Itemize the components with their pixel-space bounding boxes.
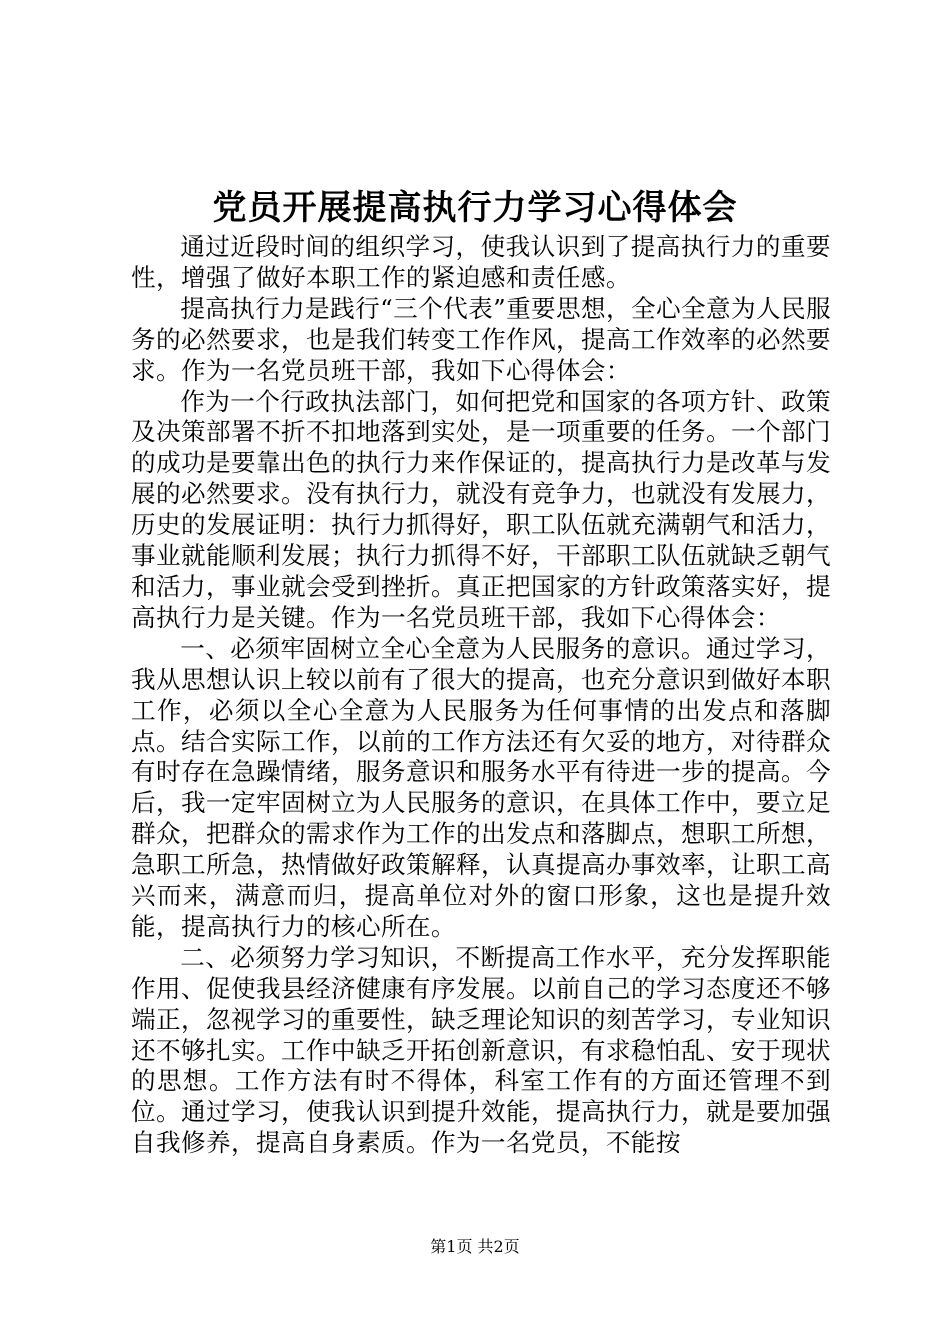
page-number-footer: 第1页 共2页 (430, 1237, 520, 1256)
paragraph-point-two: 二、必须努力学习知识，不断提高工作水平，充分发挥职能作用、促使我县经济健康有序发展。以前自己的学习态度还不够端正，忽视学习的重要性，缺乏理论知识的刻苦学习，专业知识还不够扎实。工作中缺乏开拓创新意识，有求稳怕乱、安于现状的思想。工作方法有时不得体，科室工作有的方面还管理不到位。通过学习，使我认识到提升效能，提高执行力，就是要加强自我修养，提高自身素质。作为一名党员，不能按 (131, 942, 831, 1158)
document-body (131, 232, 831, 1159)
paragraph-department: 作为一个行政执法部门，如何把党和国家的各项方针、政策及决策部署不折不扣地落到实处，是一项重要的任务。一个部门的成功是要靠出色的执行力来作保证的，提高执行力是改革与发展的必然要求。没有执行力，就没有竞争力，也就没有发展力，历史的发展证明：执行力抓得好，职工队伍就充满朝气和活力，事业就能顺利发展；执行力抓得不好，干部职工队伍就缺乏朝气和活力，事业就会受到挫折。真正把国家的方针政策落实好，提高执行力是关键。作为一名党员班干部，我如下心得体会： (131, 386, 831, 632)
document-title: 党员开展提高执行力学习心得体会 (212, 188, 738, 228)
paragraph-point-one: 一、必须牢固树立全心全意为人民服务的意识。通过学习，我从思想认识上较以前有了很大的提高，也充分意识到做好本职工作，必须以全心全意为人民服务为任何事情的出发点和落脚点。结合实际工作，以前的工作方法还有欠妥的地方，对待群众有时存在急躁情绪，服务意识和服务水平有待进一步的提高。今后，我一定牢固树立为人民服务的意识，在具体工作中，要立足群众，把群众的需求作为工作的出发点和落脚点，想职工所想，急职工所急，热情做好政策解释，认真提高办事效率，让职工高兴而来，满意而归，提高单位对外的窗口形象，这也是提升效能，提高执行力的核心所在。 (131, 633, 831, 941)
paragraph-intro: 通过近段时间的组织学习，使我认识到了提高执行力的重要性，增强了做好本职工作的紧迫感和责任感。 (131, 232, 831, 292)
paragraph-requirement: 提高执行力是践行“三个代表”重要思想，全心全意为人民服务的必然要求，也是我们转变工作作风，提高工作效率的必然要求。作为一名党员班干部，我如下心得体会： (131, 293, 831, 385)
